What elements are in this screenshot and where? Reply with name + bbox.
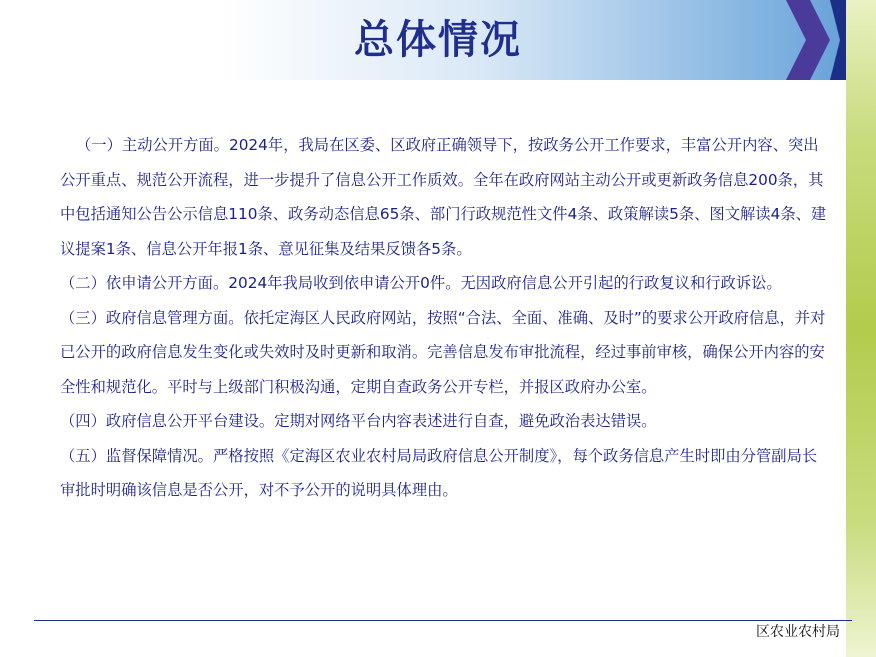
footer-organization: 区农业农村局 [756, 624, 840, 640]
paragraph-platform-construction: （四）政府信息公开平台建设。定期对网络平台内容表述进行自查，避免政治表达错误。 [60, 412, 657, 430]
body-text [60, 128, 828, 508]
paragraph-active-disclosure: （一）主动公开方面。2024年，我局在区委、区政府正确领导下，按政务公开工作要求，丰富公开内容、突出公开重点、规范公开流程，进一步提升了信息公开工作质效。全年在政府网站主动公开或更新政务信息200条，其中包括通知公告公示信息110条、政务动态信息65条、部门行政规范性文件4条、政策解读5条、图文解读4条、建议提案1条、信息公开年报1条、意见征集及结果反馈各5条。 [60, 136, 827, 258]
green-side-stripe [846, 0, 876, 657]
slide-title: 总体情况 [354, 16, 522, 63]
paragraph-supervision: （五）监督保障情况。严格按照《定海区农业农村局局政府信息公开制度》，每个政务信息产生时即由分管副局长审批时明确该信息是否公开，对不予公开的说明具体理由。 [60, 446, 818, 499]
paragraph-application-disclosure: （二）依申请公开方面。2024年我局收到依申请公开0件。无因政府信息公开引起的行政复议和行政诉讼。 [60, 274, 782, 292]
paragraph-information-management: （三）政府信息管理方面。依托定海区人民政府网站，按照“合法、全面、准确、及时”的要求公开政府信息，并对已公开的政府信息发生变化或失效时及时更新和取消。完善信息发布审批流程，经过事前审核，确保公开内容的安全性和规范化。平时与上级部门积极沟通，定期自查政务公开专栏，并报区政府办公室。 [60, 308, 826, 396]
chevron-arrow-icon [786, 0, 830, 80]
